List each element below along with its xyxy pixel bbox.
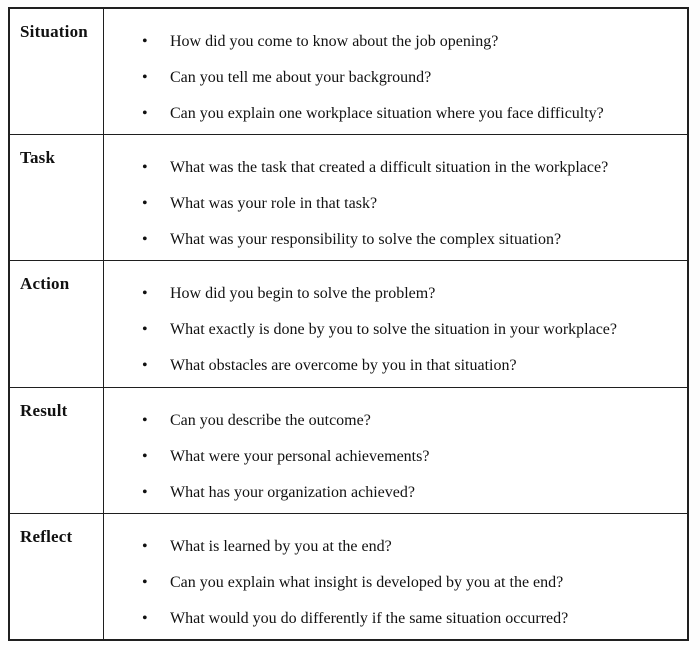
question-text: What was the task that created a difficult situation in the workplace? bbox=[170, 159, 609, 177]
question-item bbox=[104, 158, 681, 178]
bullet-icon: • bbox=[142, 231, 148, 249]
stage-label-cell bbox=[10, 388, 104, 513]
stage-label: Result bbox=[20, 400, 68, 420]
bullet-icon: • bbox=[142, 573, 148, 591]
question-text: What has your organization achieved? bbox=[170, 483, 415, 501]
question-text: What exactly is done by you to solve the situation in your workplace? bbox=[170, 321, 617, 339]
question-list bbox=[104, 411, 681, 503]
question-item bbox=[104, 609, 681, 629]
bullet-icon: • bbox=[142, 483, 148, 501]
stage-label-cell bbox=[10, 9, 104, 134]
question-text: Can you describe the outcome? bbox=[170, 411, 371, 429]
question-item bbox=[104, 411, 681, 431]
table-row bbox=[10, 387, 687, 513]
question-list bbox=[104, 537, 681, 629]
question-text: How did you begin to solve the problem? bbox=[170, 285, 436, 303]
bullet-icon: • bbox=[142, 69, 148, 86]
question-item bbox=[104, 32, 681, 52]
questions-cell bbox=[104, 261, 687, 386]
questions-cell bbox=[104, 9, 687, 134]
stage-label-cell bbox=[10, 135, 104, 260]
question-text: What is learned by you at the end? bbox=[170, 537, 392, 555]
question-text: What was your role in that task? bbox=[170, 195, 378, 213]
question-item bbox=[104, 356, 681, 376]
question-text: What obstacles are overcome by you in that situation? bbox=[170, 357, 517, 375]
question-item bbox=[104, 230, 681, 250]
question-text: Can you explain one workplace situation where you face difficulty? bbox=[170, 105, 604, 122]
question-item bbox=[104, 284, 681, 304]
question-list bbox=[104, 284, 681, 376]
stage-label: Situation bbox=[20, 22, 88, 41]
question-item bbox=[104, 104, 681, 124]
bullet-icon: • bbox=[142, 537, 148, 555]
question-item bbox=[104, 573, 681, 593]
bullet-icon: • bbox=[142, 609, 148, 627]
bullet-icon: • bbox=[142, 411, 148, 429]
table-row bbox=[10, 260, 687, 386]
questions-cell bbox=[104, 514, 687, 639]
bullet-icon: • bbox=[142, 195, 148, 213]
bullet-icon: • bbox=[142, 105, 148, 122]
questions-cell bbox=[104, 135, 687, 260]
bullet-icon: • bbox=[142, 285, 148, 303]
stage-label: Reflect bbox=[20, 526, 73, 546]
question-text: Can you explain what insight is developed by you at the end? bbox=[170, 573, 564, 591]
stage-label-cell bbox=[10, 514, 104, 639]
question-item bbox=[104, 194, 681, 214]
question-item bbox=[104, 320, 681, 340]
table-row bbox=[10, 9, 687, 134]
bullet-icon: • bbox=[142, 321, 148, 339]
question-text: Can you tell me about your background? bbox=[170, 69, 432, 86]
table-row bbox=[10, 513, 687, 639]
bullet-icon: • bbox=[142, 447, 148, 465]
star-interview-table bbox=[8, 7, 689, 641]
bullet-icon: • bbox=[142, 33, 148, 50]
question-text: What would you do differently if the same situation occurred? bbox=[170, 609, 569, 627]
question-text: What were your personal achievements? bbox=[170, 447, 430, 465]
bullet-icon: • bbox=[142, 357, 148, 375]
bullet-icon: • bbox=[142, 159, 148, 177]
question-item bbox=[104, 447, 681, 467]
stage-label: Task bbox=[20, 148, 56, 168]
stage-label-cell bbox=[10, 261, 104, 386]
question-text: What was your responsibility to solve the complex situation? bbox=[170, 231, 562, 249]
question-text: How did you come to know about the job opening? bbox=[170, 33, 499, 50]
table-row bbox=[10, 134, 687, 260]
question-item bbox=[104, 537, 681, 557]
question-item bbox=[104, 68, 681, 88]
stage-label: Action bbox=[20, 274, 70, 294]
question-list bbox=[104, 158, 681, 250]
question-list bbox=[104, 32, 681, 124]
question-item bbox=[104, 483, 681, 503]
questions-cell bbox=[104, 388, 687, 513]
